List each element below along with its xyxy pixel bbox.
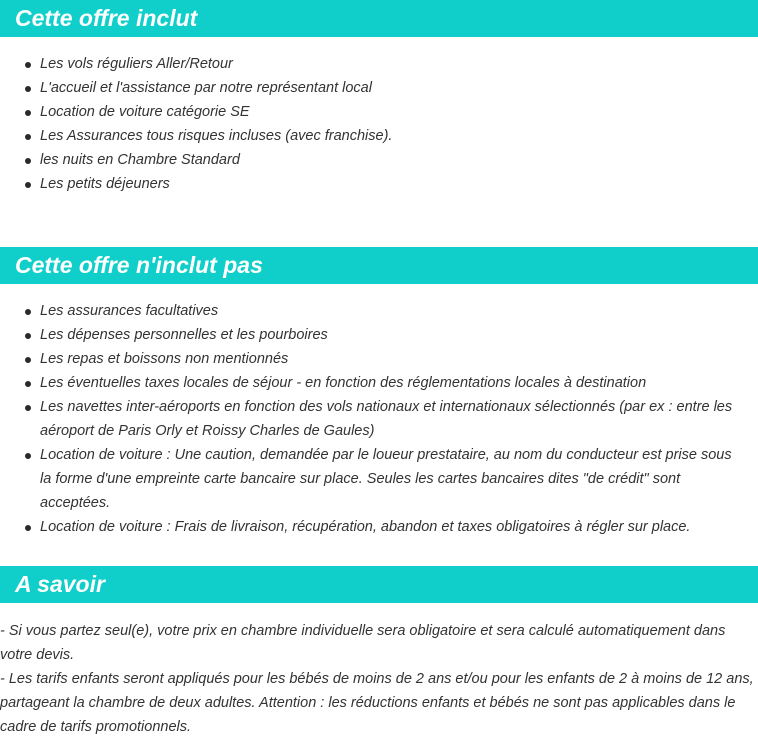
list-item-text: les nuits en Chambre Standard (40, 152, 240, 168)
list-item-text: Les assurances facultatives (40, 303, 219, 319)
bullet-icon (25, 405, 31, 411)
list-item-text: Les petits déjeuners (40, 176, 170, 192)
bullet-icon (25, 62, 31, 68)
list-item-text: Les dépenses personnelles et les pourboires (40, 327, 328, 343)
list-item-text: Location de voiture : Une caution, demandée par le loueur prestataire, au nom du conducteur est prise sous la forme d'une empreinte carte bancaire sur place. Seules les cartes bancaires dites "de crédit" sont acceptées. (40, 447, 732, 511)
bullet-icon (25, 86, 31, 92)
list-item (0, 443, 758, 515)
list-item (0, 371, 758, 395)
list-item (0, 323, 758, 347)
info-section-title: A savoir (0, 566, 758, 603)
bullet-icon (25, 333, 31, 339)
list-item-text: Les navettes inter-aéroports en fonction des vols nationaux et internationaux sélectionnés (par ex : entre les aéroport de Paris Orly et Roissy Charles de Gaules) (40, 399, 733, 439)
bullet-icon (25, 309, 31, 315)
list-item (0, 515, 758, 539)
bullet-icon (25, 357, 31, 363)
excludes-section-title: Cette offre n'inclut pas (0, 247, 758, 284)
includes-section-title: Cette offre inclut (0, 0, 758, 37)
list-item-text: Les Assurances tous risques incluses (avec franchise). (40, 128, 393, 144)
list-item-text: Les repas et boissons non mentionnés (40, 351, 289, 367)
list-item-text: Les vols réguliers Aller/Retour (40, 56, 233, 72)
list-item-text: Location de voiture catégorie SE (40, 104, 250, 120)
bullet-icon (25, 182, 31, 188)
list-item (0, 124, 758, 148)
excludes-list (0, 299, 758, 539)
info-paragraph-children-rates: - Les tarifs enfants seront appliqués pour les bébés de moins de 2 ans et/ou pour les enfants de 2 à moins de 12 ans, partageant la chambre de deux adultes. Attention : les réductions enfants et bébés ne sont pas applicables dans le cadre de tarifs promotionnels. (0, 671, 754, 735)
list-item (0, 52, 758, 76)
bullet-icon (25, 110, 31, 116)
list-item (0, 76, 758, 100)
list-item-text: Les éventuelles taxes locales de séjour - en fonction des réglementations locales à destination (40, 375, 647, 391)
bullet-icon (25, 453, 31, 459)
list-item (0, 148, 758, 172)
list-item (0, 100, 758, 124)
list-item (0, 395, 758, 443)
list-item-text: L'accueil et l'assistance par notre représentant local (40, 80, 372, 96)
bullet-icon (25, 158, 31, 164)
info-paragraph-solo-traveler: - Si vous partez seul(e), votre prix en chambre individuelle sera obligatoire et sera calculé automatiquement dans votre devis. (0, 623, 726, 663)
includes-list (0, 52, 758, 196)
list-item-text: Location de voiture : Frais de livraison, récupération, abandon et taxes obligatoires à régler sur place. (40, 519, 691, 535)
list-item (0, 172, 758, 196)
bullet-icon (25, 525, 31, 531)
list-item (0, 347, 758, 371)
bullet-icon (25, 381, 31, 387)
bullet-icon (25, 134, 31, 140)
list-item (0, 299, 758, 323)
